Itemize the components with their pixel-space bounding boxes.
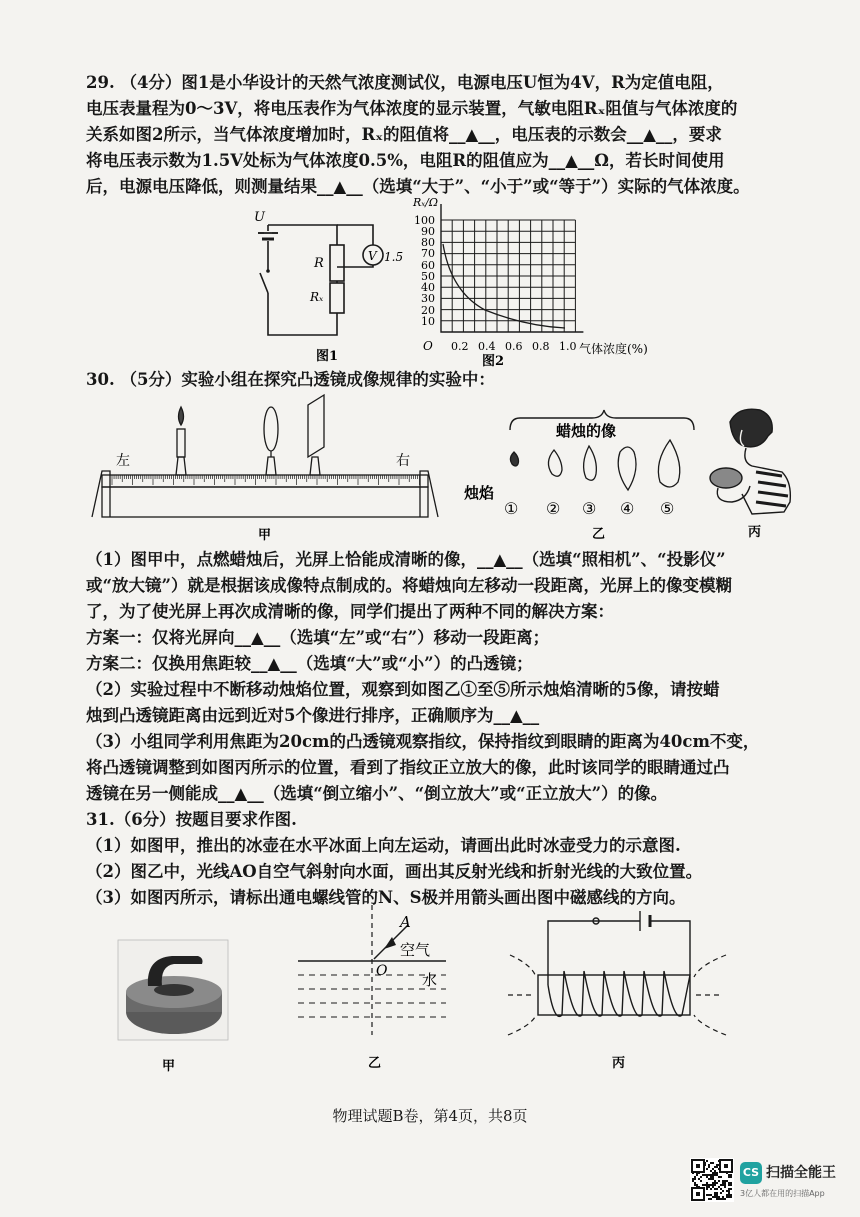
- q31-fig-bing-solenoid: [500, 905, 740, 1080]
- fig2-xlabel: 气体浓度(%): [579, 342, 648, 356]
- page-footer: 物理试题B卷，第4页，共8页: [332, 1107, 528, 1125]
- fig2-xtick: 0.8: [532, 340, 550, 353]
- jia-caption: 甲: [258, 528, 272, 543]
- q30-title: 30. （5分）实验小组在探究凸透镜成像规律的实验中：: [86, 370, 495, 389]
- fig2-ylabel: Rₓ/Ω: [413, 196, 439, 209]
- fig2-ytick: 60: [421, 259, 435, 272]
- q30-line: （2）实验过程中不断移动烛焰位置，观察到如图乙①至⑤所示烛焰清晰的5像，请按蜡: [86, 680, 720, 699]
- q29-line-3: 关系如图2所示，当气体浓度增加时，Rₓ的阻值将__▲__，电压表的示数会__▲__，要求: [86, 125, 722, 144]
- fig2-ytick: 10: [421, 315, 435, 328]
- fig2-ytick: 20: [421, 304, 435, 317]
- q30-line: 烛到凸透镜距离由远到近对5个像进行排序，正确顺序为__▲__: [86, 706, 540, 725]
- q31-yi-caption: 乙: [368, 1056, 382, 1071]
- fig1-U-label: U: [254, 210, 265, 225]
- bing-caption: 丙: [748, 525, 762, 540]
- fig2-ytick: 40: [421, 281, 435, 294]
- fig1-Rx-label: Rₓ: [310, 290, 324, 304]
- fig1-caption: 图1: [316, 349, 339, 364]
- q30-line: 透镜在另一侧能成__▲__（选填“倒立缩小”、“倒立放大”或“正立放大”）的像。: [86, 784, 668, 803]
- yi-ray-O: O: [376, 963, 388, 979]
- fig2-ytick: 50: [421, 270, 435, 283]
- scanner-watermark: [690, 1158, 850, 1204]
- jia-right-label: 右: [396, 453, 410, 469]
- fig2-xtick: 0.6: [505, 340, 523, 353]
- q30-line: 或“放大镜”）就是根据该成像特点制成的。将蜡烛向左移动一段距离，光屏上的像变模糊: [86, 576, 732, 595]
- qr-code-icon: [690, 1158, 734, 1202]
- fig2-xtick: 0.2: [451, 340, 469, 353]
- q30-fig-bing-person-lens: [702, 402, 802, 542]
- scanner-logo-icon: CS: [740, 1162, 762, 1184]
- q29-fig2-graph: [405, 192, 675, 370]
- fig2-origin: O: [423, 339, 433, 353]
- fig2-ytick: 90: [421, 225, 435, 238]
- yi-num-2: ②: [546, 499, 561, 518]
- fig2-xtick: 0.4: [478, 340, 496, 353]
- yi-num-3: ③: [582, 499, 597, 518]
- q31-line: （1）如图甲，推出的冰壶在水平冰面上向左运动，请画出此时冰壶受力的示意图.: [86, 836, 681, 855]
- q31-line: （2）图乙中，光线AO自空气斜射向水面，画出其反射光线和折射光线的大致位置。: [86, 862, 703, 881]
- q29-line-5: 后，电源电压降低，则测量结果__▲__（选填“大于”、“小于”或“等于”）实际的气体浓度。: [86, 177, 750, 196]
- yi-water-label: 水: [422, 971, 438, 989]
- jia-left-label: 左: [116, 453, 130, 469]
- q30-fig-jia-optical-bench: [90, 395, 440, 545]
- yi-air-label: 空气: [400, 941, 431, 959]
- q31-bing-caption: 丙: [612, 1056, 626, 1071]
- yi-flame-label: 烛焰: [464, 484, 495, 502]
- q30-line: 方案一：仅将光屏向__▲__（选填“左”或“右”）移动一段距离；: [86, 628, 550, 647]
- q31-jia-caption: 甲: [162, 1059, 176, 1074]
- scanner-tagline: 3亿人都在用的扫描App: [740, 1189, 825, 1198]
- q31-fig-yi-light-ray: [296, 905, 456, 1080]
- q29-line-4: 将电压表示数为1.5V处标为气体浓度0.5%，电阻R的阻值应为__▲__Ω，若长时间使用: [86, 151, 725, 170]
- q31-fig-jia-curling-stone: [118, 940, 228, 1080]
- q29-line-1: 29. （4分）图1是小华设计的天然气浓度测试仪，电源电压U恒为4V，R为定值电阻，: [86, 73, 724, 92]
- yi-caption: 乙: [592, 527, 606, 542]
- q30-fig-yi-candle-images: [462, 410, 702, 540]
- q30-line: 将凸透镜调整到如图丙所示的位置，看到了指纹正立放大的像，此时该同学的眼睛通过凸: [86, 758, 730, 777]
- q29-fig1-circuit: [250, 205, 404, 370]
- q30-line: （3）小组同学利用焦距为20cm的凸透镜观察指纹，保持指纹到眼睛的距离为40cm不变，: [86, 732, 760, 751]
- fig2-ytick: 80: [421, 236, 435, 249]
- scanner-name: 扫描全能王: [766, 1165, 836, 1181]
- q29-line-2: 电压表量程为0～3V，将电压表作为气体浓度的显示装置，气敏电阻Rₓ阻值与气体浓度的: [86, 99, 738, 118]
- fig1-V-label: V: [368, 249, 377, 263]
- fig2-ytick: 100: [414, 214, 435, 227]
- fig2-ytick: 30: [421, 292, 435, 305]
- q30-line: 了，为了使光屏上再次成清晰的像，同学们提出了两种不同的解决方案：: [86, 602, 614, 621]
- fig1-R-label: R: [314, 256, 324, 271]
- yi-num-1: ①: [504, 499, 519, 518]
- yi-header: 蜡烛的像: [556, 422, 617, 440]
- q31-line: 31.（6分）按题目要求作图.: [86, 810, 297, 829]
- yi-num-4: ④: [620, 499, 635, 518]
- fig2-xtick: 1.0: [559, 340, 577, 353]
- q30-line: 方案二：仅换用焦距较__▲__（选填“大”或“小”）的凸透镜；: [86, 654, 533, 673]
- q30-line: （1）图甲中，点燃蜡烛后，光屏上恰能成清晰的像，__▲__（选填“照相机”、“投影仪”: [86, 550, 726, 569]
- fig2-caption: 图2: [482, 354, 505, 369]
- q31-line: （3）如图丙所示，请标出通电螺线管的N、S极并用箭头画出图中磁感线的方向。: [86, 888, 686, 907]
- fig1-handwritten-note: 1.5: [384, 250, 404, 264]
- yi-ray-A: A: [400, 913, 411, 931]
- yi-num-5: ⑤: [660, 499, 675, 518]
- fig2-ytick: 70: [421, 247, 435, 260]
